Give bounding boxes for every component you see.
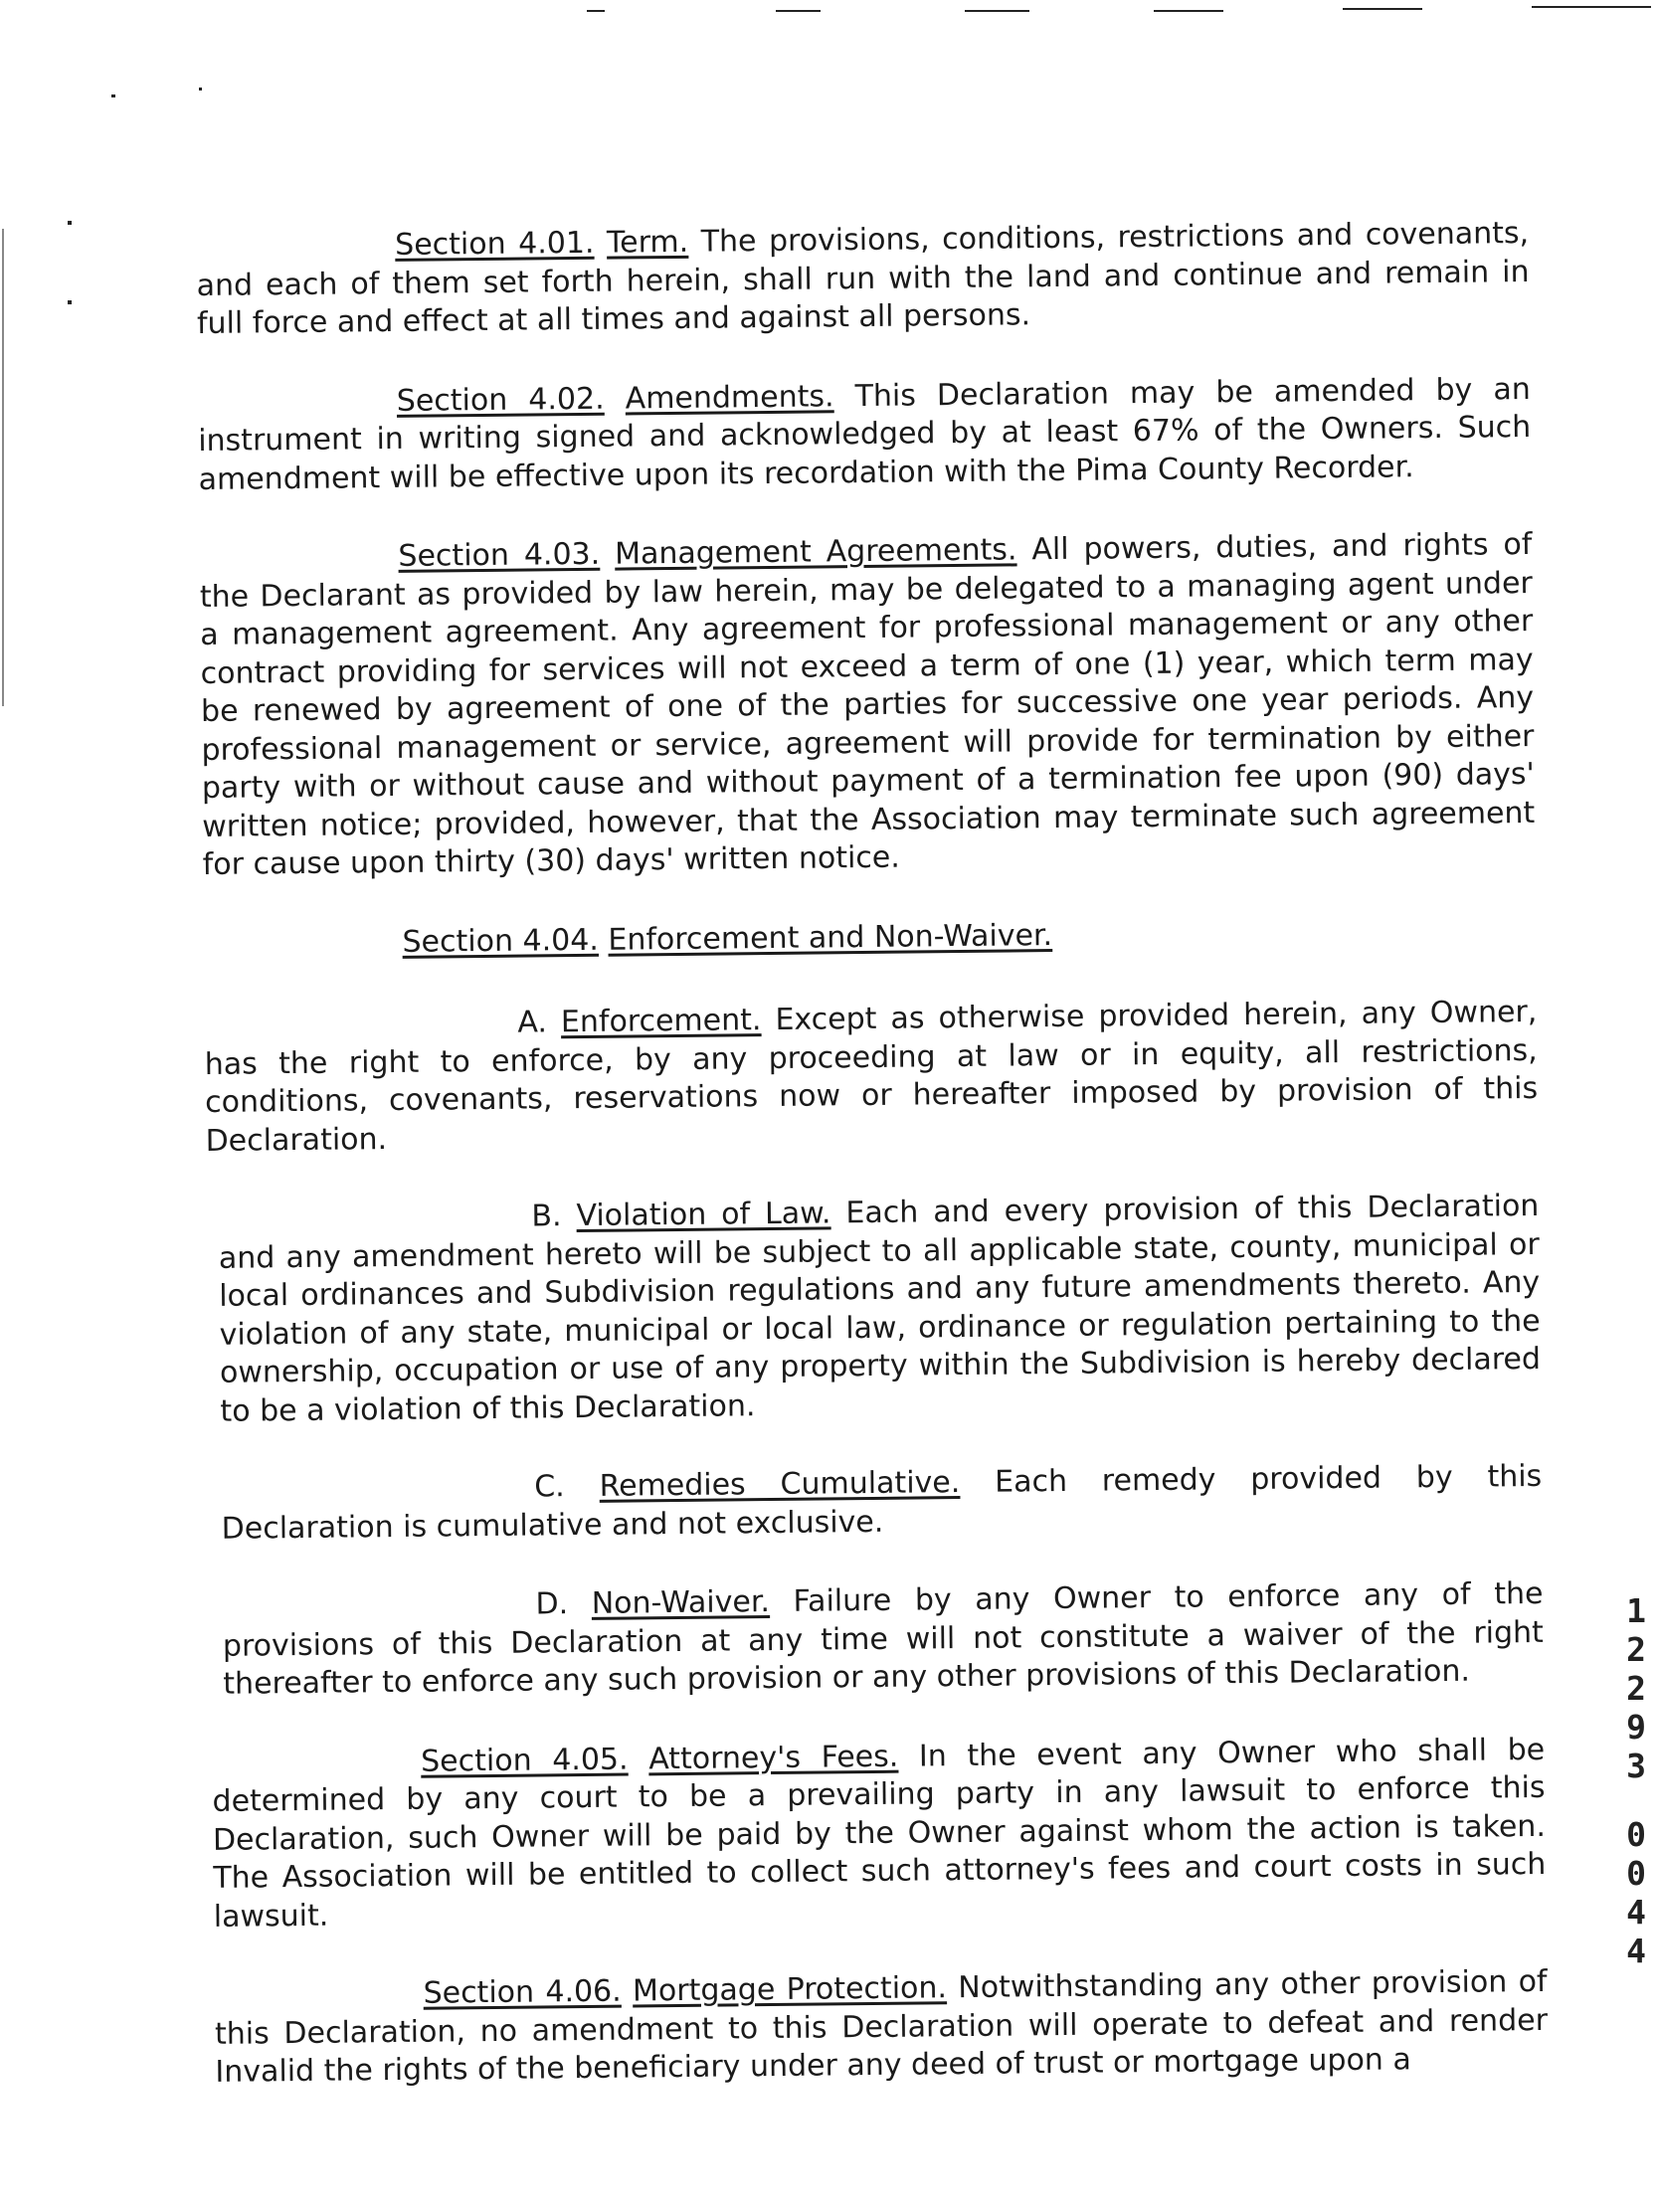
- subsection-title: Non-Waiver.: [591, 1584, 771, 1621]
- section-title: Amendments.: [625, 378, 834, 416]
- recorder-number-stamp: [1621, 1591, 1651, 1970]
- recorder-digit: 0: [1626, 1854, 1646, 1893]
- subsection-title: Enforcement.: [560, 1003, 762, 1040]
- subsection-4-04-c: [209, 1458, 1543, 1549]
- recorder-digit: 3: [1626, 1747, 1646, 1785]
- scan-dot-4: [68, 300, 72, 304]
- subsection-4-04-a: [204, 994, 1539, 1161]
- scan-edge-line: [2, 229, 4, 706]
- section-4-01: [196, 215, 1530, 344]
- section-4-04: [203, 911, 1536, 964]
- subsection-body: Failure by any Owner to enforce any of the provisions of this Declaration at any time will not constitute a waiver of the right thereafter to enforce any such provision or any other provisions of this Declaration.: [222, 1575, 1545, 1702]
- section-title: Mortgage Protection.: [632, 1970, 948, 2009]
- scan-dot-3: [68, 221, 72, 225]
- subsection-body: Each remedy provided by this Declaration is cumulative and not exclusive.: [221, 1458, 1543, 1547]
- recorder-gap: [1621, 1785, 1651, 1815]
- scan-dot-1: [111, 94, 115, 97]
- section-heading: Section 4.03.: [398, 536, 601, 574]
- subsection-body: Except as otherwise provided herein, any Owner, has the right to enforce, by any proceeding at law or in equity, all restrictions, conditions, covenants, reservations now or hereafter imposed by provision of this Declaration.: [204, 994, 1539, 1159]
- recorder-digit: 9: [1626, 1708, 1646, 1747]
- recorder-digit: 4: [1626, 1893, 1646, 1932]
- section-body: This Declaration may be amended by an instrument in writing signed and acknowledged by at least 67% of the Owners. Such amendment will be effective upon its recordation with the Pima County Recorder.: [198, 371, 1532, 497]
- subsection-title: Violation of Law.: [576, 1196, 831, 1234]
- scan-mark-top-2: [776, 10, 821, 12]
- section-heading: Section 4.01.: [394, 225, 595, 263]
- subsection-label: D.: [535, 1586, 569, 1622]
- section-title: Enforcement and Non-Waiver.: [608, 917, 1053, 958]
- subsection-label: B.: [531, 1198, 562, 1234]
- section-heading: Section 4.05.: [420, 1742, 629, 1779]
- scan-dot-2: [199, 88, 202, 91]
- section-title: Management Agreements.: [614, 532, 1017, 572]
- scan-mark-top-6: [1532, 6, 1651, 8]
- section-body: The provisions, conditions, restrictions and covenants, and each of them set forth herein, shall run with the land and continue and remain in full force and effect at all times and against all persons.: [196, 215, 1530, 341]
- section-heading: Section 4.06.: [423, 1973, 622, 2011]
- scan-mark-top-3: [965, 10, 1029, 12]
- section-body: In the event any Owner who shall be determined by any court to be a prevailing party in any lawsuit to enforce this Declaration, such Owner will be paid by the Owner against whom the action is taken. The Association will be entitled to collect such attorney's fees and court costs in such lawsuit.: [212, 1732, 1547, 1935]
- recorder-digit: 4: [1626, 1932, 1646, 1970]
- recorder-digit: 0: [1626, 1815, 1646, 1854]
- section-body: All powers, duties, and rights of the Declarant as provided by law herein, may be delegated to a managing agent under a management agreement. Any agreement for professional management or any other contract providing for services will not exceed a term of one (1) year, which term may be renewed by agreement of one of the parties for successive one year periods. Any professional management or service, agreement will provide for termination by either party with or without cause and without payment of a termination fee upon (90) days' written notice; provided, however, that the Association may terminate such agreement for cause upon thirty (30) days' written notice.: [199, 526, 1536, 882]
- subsection-title: Remedies Cumulative.: [599, 1465, 961, 1504]
- subsection-label: C.: [534, 1469, 565, 1505]
- section-4-05: [212, 1731, 1547, 1936]
- recorder-digit: 1: [1626, 1591, 1646, 1630]
- scan-mark-top-4: [1154, 10, 1223, 12]
- scan-mark-top-5: [1343, 8, 1422, 10]
- subsection-4-04-d: [210, 1575, 1544, 1705]
- section-heading: Section 4.02.: [396, 381, 605, 419]
- recorder-digit: 2: [1626, 1669, 1646, 1708]
- section-title: Term.: [606, 224, 689, 261]
- document-body: [196, 215, 1549, 2132]
- scan-mark-top-1: [587, 10, 605, 12]
- section-body: Notwithstanding any other provision of this Declaration, no amendment to this Declaration will operate to defeat and render Invalid the rights of the beneficiary under any deed of trust or mortgage upon a: [214, 1963, 1549, 2090]
- subsection-label: A.: [517, 1005, 548, 1040]
- section-heading: Section 4.04.: [402, 922, 600, 960]
- section-4-03: [199, 526, 1536, 885]
- subsection-4-04-b: [206, 1188, 1541, 1431]
- section-4-06: [214, 1963, 1548, 2093]
- subsection-body: Each and every provision of this Declaration and any amendment hereto will be subject to all applicable state, county, municipal or local ordinances and Subdivision regulations and any future amendments thereto. Any violation of any state, municipal or local law, ordinance or regulation pertaining to the ownership, occupation or use of any property within the Subdivision is hereby declared to be a violation of this Declaration.: [218, 1188, 1542, 1429]
- recorder-digit: 2: [1626, 1630, 1646, 1669]
- section-title: Attorney's Fees.: [648, 1739, 899, 1776]
- section-4-02: [198, 370, 1532, 499]
